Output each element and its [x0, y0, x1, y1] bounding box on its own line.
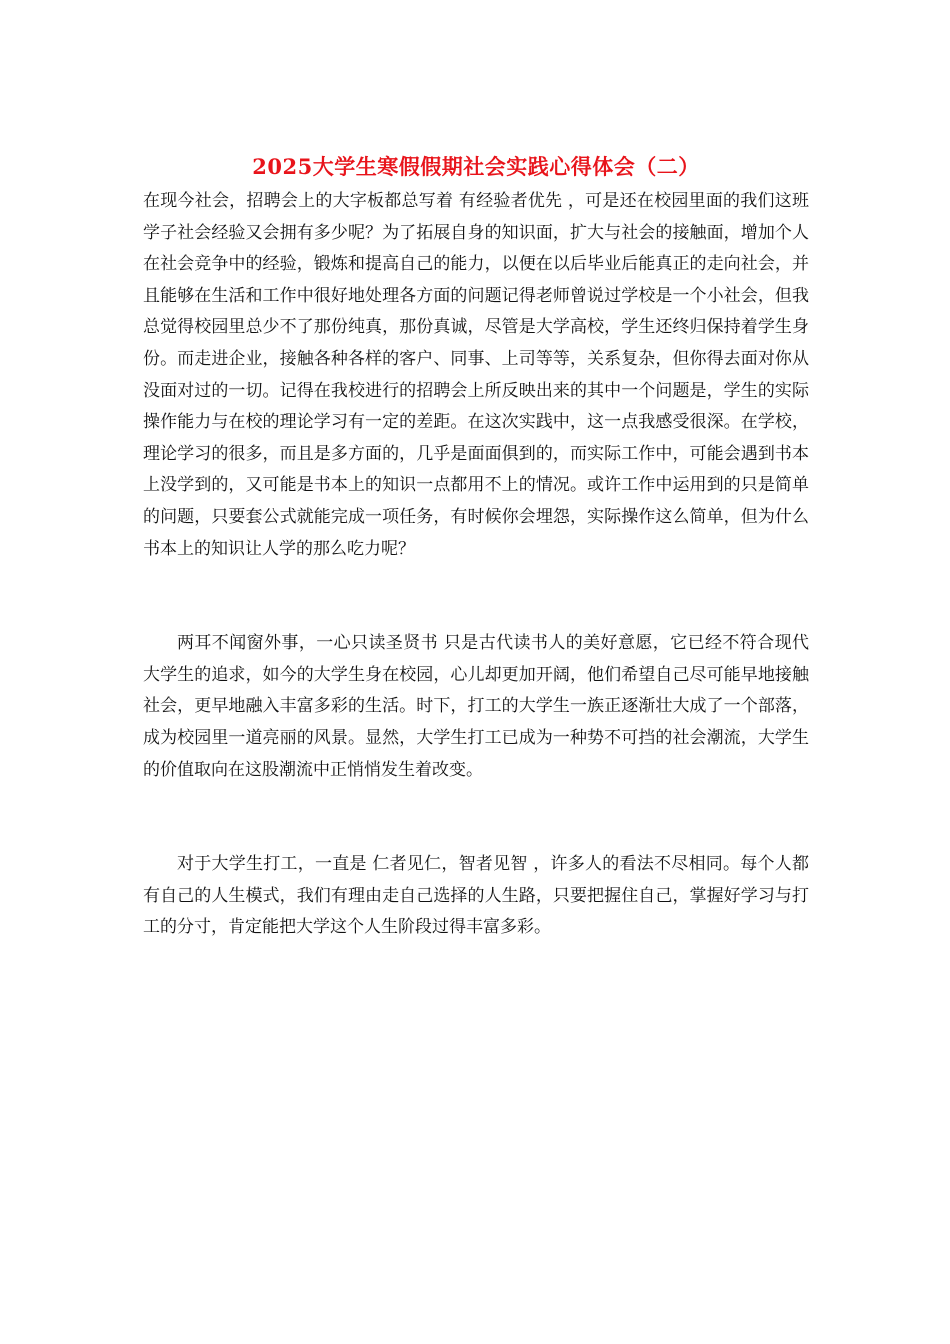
paragraph-3: 对于大学生打工，一直是 仁者见仁，智者见智 ，许多人的看法不尽相同。每个人都有自己的人生模式，我们有理由走自己选择的人生路，只要把握住自己，掌握好学习与打工的分寸，肯定能把大学这个人生阶段过得丰富多彩。: [143, 854, 809, 938]
paragraph-2: 两耳不闻窗外事，一心只读圣贤书 只是古代读书人的美好意愿，它已经不符合现代大学生的追求，如今的大学生身在校园，心儿却更加开阔，他们希望自己尽可能早地接触社会，更早地融入丰富多彩的生活。时下，打工的大学生一族正逐渐壮大成了一个部落，成为校园里一道亮丽的风景。显然，大学生打工已成为一种势不可挡的社会潮流，大学生的价值取向在这股潮流中正悄悄发生着改变。: [143, 633, 809, 780]
document-page: [143, 150, 809, 944]
paragraph-spacer: [143, 565, 809, 628]
paragraph-1: 在现今社会，招聘会上的大字板都总写着 有经验者优先 ，可是还在校园里面的我们这班学子社会经验又会拥有多少呢？为了拓展自身的知识面，扩大与社会的接触面，增加个人在社会竞争中的经验，锻炼和提高自己的能力，以便在以后毕业后能真正的走向社会，并且能够在生活和工作中很好地处理各方面的问题记得老师曾说过学校是一个小社会，但我总觉得校园里总少不了那份纯真，那份真诚，尽管是大学高校，学生还终归保持着学生身份。而走进企业，接触各种各样的客户、同事、上司等等，关系复杂，但你得去面对你从没面对过的一切。记得在我校进行的招聘会上所反映出来的其中一个问题是，学生的实际操作能力与在校的理论学习有一定的差距。在这次实践中，这一点我感受很深。在学校，理论学习的很多，而且是多方面的，几乎是面面俱到的，而实际工作中，可能会遇到书本上没学到的，又可能是书本上的知识一点都用不上的情况。或许工作中运用到的只是简单的问题，只要套公式就能完成一项任务，有时候你会埋怨，实际操作这么简单，但为什么书本上的知识让人学的那么吃力呢？: [143, 191, 809, 559]
paragraph-spacer: [143, 786, 809, 849]
document-title: 2025大学生寒假假期社会实践心得体会（二）: [252, 154, 700, 179]
